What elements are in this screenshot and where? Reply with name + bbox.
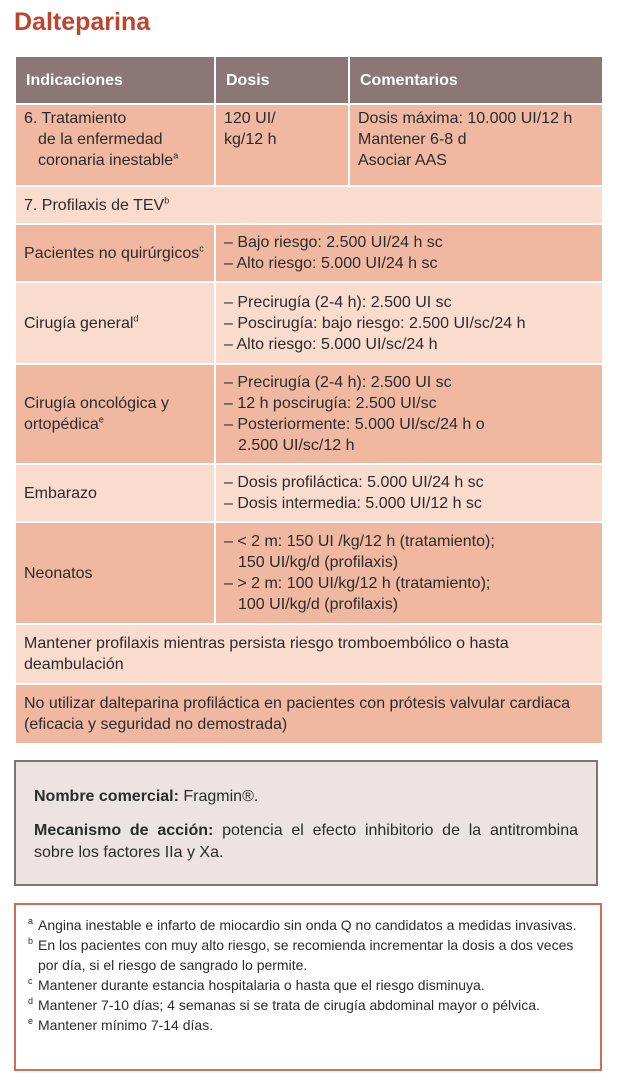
footnote-mark: c <box>28 976 33 986</box>
indication-cell <box>15 364 215 464</box>
dose-cell <box>215 282 603 364</box>
footnote-mark: d <box>28 996 34 1006</box>
table-row <box>15 464 603 522</box>
page-title: Dalteparina <box>14 8 151 36</box>
header-comentarios: Comentarios <box>349 56 603 104</box>
section-heading-text: 7. Profilaxis de TEV <box>24 196 165 214</box>
section-heading <box>15 186 603 224</box>
dose-text: kg/12 h <box>224 131 277 148</box>
indication-cell <box>15 104 215 186</box>
comment-text: Asociar AAS <box>358 152 447 169</box>
dose-text: – 12 h poscirugía: 2.500 UI/sc <box>224 395 437 412</box>
footnote-mark: e <box>28 1016 34 1026</box>
table-row <box>15 186 603 224</box>
note-cell: No utilizar dalteparina profiláctica en pacientes con prótesis valvular cardiaca (eficacia y seguridad no demostrada) <box>15 684 603 744</box>
dose-text: 120 UI/ <box>224 110 276 127</box>
dose-text: 150 UI/kg/d (profilaxis) <box>238 554 399 571</box>
mechanism-value: potencia el efecto inhibitorio de la antitrombina sobre los factores IIa y Xa. <box>34 822 579 861</box>
dose-text: – Dosis intermedia: 5.000 UI/12 h sc <box>224 495 482 512</box>
dose-text: – Precirugía (2-4 h): 2.500 UI sc <box>224 293 452 311</box>
table-row <box>15 282 603 364</box>
indication-text: Cirugía general <box>24 314 134 332</box>
footnote-text: Mantener 7-10 días; 4 semanas si se trata de cirugía abdominal mayor o pélvica. <box>38 997 540 1013</box>
header-dosis: Dosis <box>215 56 349 104</box>
footnote <box>28 995 588 1015</box>
footnote <box>28 975 588 995</box>
indication-text: coronaria inestable <box>38 152 174 169</box>
mechanism-label: Mecanismo de acción: <box>34 822 214 839</box>
dose-text: – Bajo riesgo: 2.500 UI/24 h sc <box>224 234 443 251</box>
footnote <box>28 1015 588 1035</box>
footnotes-box <box>14 903 602 1071</box>
footnote <box>28 935 588 975</box>
indication-text: Embarazo <box>24 484 97 502</box>
footnote-ref: e <box>98 414 104 425</box>
table-header-row <box>15 56 603 104</box>
table-row <box>15 684 603 744</box>
footnote-ref: a <box>173 150 179 161</box>
footnote-mark: b <box>28 936 34 946</box>
footnote-text: En los pacientes con muy alto riesgo, se recomienda incrementar la dosis a dos veces por día, si el riesgo de sangrado lo permite. <box>38 937 574 973</box>
dose-text: – Alto riesgo: 5.000 UI/sc/24 h <box>224 335 438 353</box>
dose-text: – > 2 m: 100 UI/kg/12 h (tratamiento); <box>224 575 491 592</box>
footnote-text: Angina inestable e infarto de miocardio sin onda Q no candidatos a medidas invasivas. <box>38 917 577 933</box>
footnote-text: Mantener durante estancia hospitalaria o hasta que el riesgo disminuya. <box>38 977 485 993</box>
comment-cell <box>349 104 603 186</box>
table-row <box>15 104 603 186</box>
dose-text: – Poscirugía: bajo riesgo: 2.500 UI/sc/24 h <box>224 314 526 332</box>
dose-cell <box>215 464 603 522</box>
dose-text: – Alto riesgo: 5.000 UI/24 h sc <box>224 255 438 272</box>
dose-cell <box>215 104 349 186</box>
indication-text: Neonatos <box>24 564 93 582</box>
dose-text: – Dosis profiláctica: 5.000 UI/24 h sc <box>224 474 484 491</box>
mechanism-paragraph <box>34 820 578 864</box>
dosage-table <box>14 55 604 745</box>
indication-number: 6. <box>24 110 38 127</box>
brand-value: Fragmin®. <box>183 788 259 805</box>
dose-text: – < 2 m: 150 UI /kg/12 h (tratamiento); <box>224 533 495 550</box>
table-row <box>15 624 603 684</box>
indication-cell <box>15 282 215 364</box>
comment-text: Dosis máxima: 10.000 UI/12 h <box>358 110 573 127</box>
brand-label: Nombre comercial: <box>34 788 179 805</box>
table-row <box>15 364 603 464</box>
header-indicaciones: Indicaciones <box>15 56 215 104</box>
indication-text: Pacientes no quirúrgicos <box>24 244 200 262</box>
dose-cell <box>215 522 603 624</box>
footnote-ref: d <box>133 313 139 324</box>
footnote <box>28 915 588 935</box>
indication-text: de la enfermedad <box>38 131 163 148</box>
comment-text: Mantener 6-8 d <box>358 131 467 148</box>
indication-cell <box>15 522 215 624</box>
footnote-ref: b <box>164 195 170 206</box>
dose-cell <box>215 224 603 282</box>
table-row <box>15 522 603 624</box>
footnote-mark: a <box>28 916 34 926</box>
dose-cell <box>215 364 603 464</box>
brand-paragraph <box>34 786 578 808</box>
note-cell: Mantener profilaxis mientras persista riesgo tromboembólico o hasta deambulación <box>15 624 603 684</box>
footnote-ref: c <box>199 243 204 254</box>
footnote-text: Mantener mínimo 7-14 días. <box>38 1017 214 1033</box>
drug-info-box <box>14 760 598 886</box>
dose-text: – Posteriormente: 5.000 UI/sc/24 h o <box>224 416 485 433</box>
indication-text: Cirugía oncológica y ortopédica <box>24 395 169 433</box>
indication-cell <box>15 224 215 282</box>
dose-text: 2.500 UI/sc/12 h <box>238 437 355 454</box>
indication-text: Tratamiento <box>41 110 127 127</box>
dose-text: – Precirugía (2-4 h): 2.500 UI sc <box>224 374 452 391</box>
table-row <box>15 224 603 282</box>
dose-text: 100 UI/kg/d (profilaxis) <box>238 596 399 613</box>
indication-cell <box>15 464 215 522</box>
